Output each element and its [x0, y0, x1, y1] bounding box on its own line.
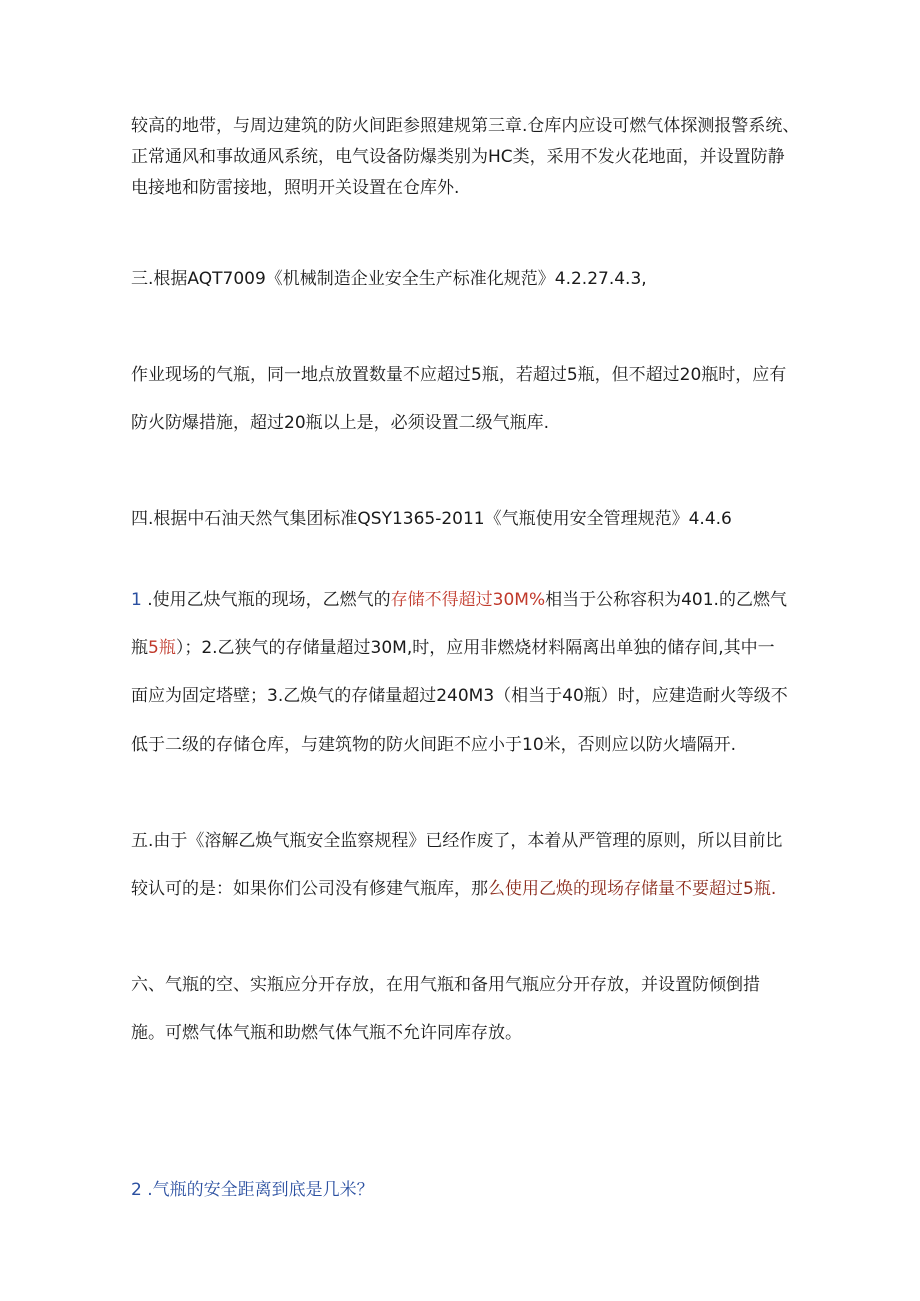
text-run: 较认可的是：如果你们公司没有修建气瓶库，那 — [131, 879, 488, 899]
list-number: 1 — [131, 590, 142, 610]
question-text: .气瓶的安全距离到底是几米？ — [141, 1180, 374, 1200]
section-3-heading: 三.根据AQT7009《机械制造企业安全生产标准化规范》4.2.27.4.3, — [131, 269, 647, 289]
paragraph-5-line-4: 低于二级的存储仓库，与建筑物的防火间距不应小于10米，否则应以防火墙隔开. — [131, 735, 737, 755]
paragraph-1-line-3: 电接地和防雷接地，照明开关设置在仓库外. — [131, 178, 460, 198]
text-run: 相当于公称容积为401.的乙燃气 — [545, 590, 787, 610]
highlight-text: 5瓶 — [148, 638, 176, 658]
text-run: ）；2.乙狭气的存储量超过30M,时，应用非燃烧材料隔离出单独的储存间,其中一 — [175, 638, 775, 658]
section-4-heading: 四.根据中石油天然气集团标准QSY1365-2011《气瓶使用安全管理规范》4.4.6 — [131, 509, 732, 529]
paragraph-1-line-2: 正常通风和事故通风系统，电气设备防爆类别为HC类，采用不发火花地面，并设置防静 — [131, 147, 785, 167]
list-number: 2 — [131, 1180, 142, 1200]
paragraph-5-line-1 — [131, 588, 787, 612]
highlight-text: 存储不得超过30M% — [390, 590, 546, 610]
paragraph-6-line-1: 五.由于《溶解乙焕气瓶安全监察规程》已经作废了，本着从严管理的原则，所以目前比 — [131, 831, 783, 851]
text-run: 瓶 — [131, 638, 148, 658]
paragraph-7-line-1: 六、气瓶的空、实瓶应分开存放，在用气瓶和备用气瓶应分开存放，并设置防倾倒措 — [131, 975, 760, 995]
paragraph-7-line-2: 施。可燃气体气瓶和助燃气体气瓶不允许同库存放。 — [131, 1023, 522, 1043]
paragraph-6-line-2 — [131, 877, 776, 901]
highlight-text: 么使用乙焕的现场存储量不要超过5瓶. — [488, 879, 777, 899]
paragraph-1-line-1: 较高的地带，与周边建筑的防火间距参照建规第三章.仓库内应设可燃气体探测报警系统、 — [131, 116, 800, 136]
paragraph-5-line-2 — [131, 636, 775, 660]
question-heading — [131, 1178, 374, 1202]
paragraph-5-line-3: 面应为固定塔壁；3.乙焕气的存储量超过240M3（相当于40瓶）时，应建造耐火等级不 — [131, 686, 788, 706]
paragraph-3-line-1: 作业现场的气瓶，同一地点放置数量不应超过5瓶，若超过5瓶，但不超过20瓶时，应有 — [131, 365, 787, 385]
text-run: .使用乙炔气瓶的现场，乙燃气的 — [141, 590, 391, 610]
paragraph-3-line-2: 防火防爆措施，超过20瓶以上是，必须设置二级气瓶库. — [131, 413, 550, 433]
